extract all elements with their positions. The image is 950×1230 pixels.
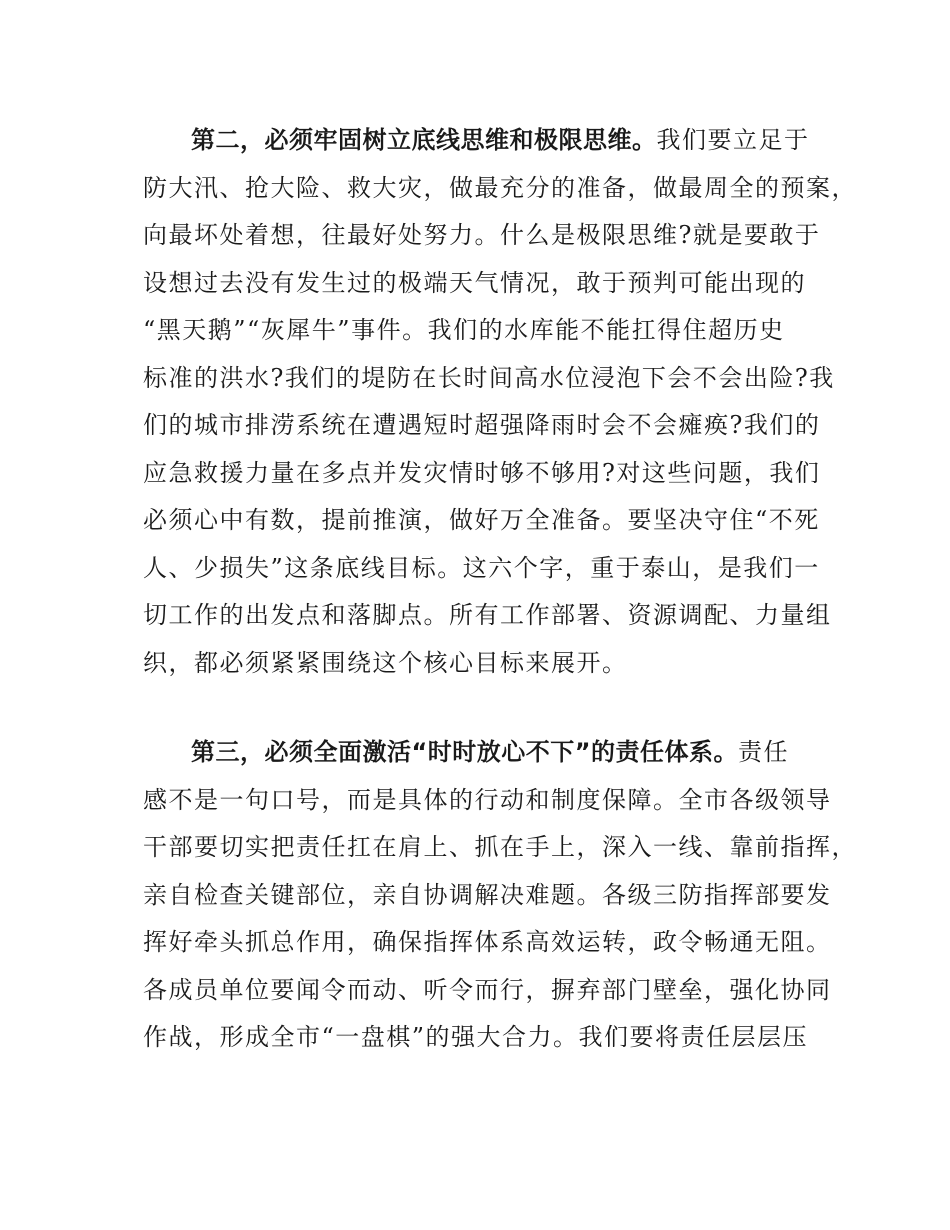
paragraph-line: 亲自检查关键部位，亲自协调解决难题。各级三防指挥部要发 xyxy=(143,880,832,909)
paragraph-line: 们的城市排涝系统在遭遇短时超强降雨时会不会瘫痪?我们的 xyxy=(143,411,821,439)
paragraph-line: 应急救援力量在多点并发灾情时够不够用?对这些问题，我们 xyxy=(143,458,821,487)
paragraph-line: 设想过去没有发生过的极端天气情况，敢于预判可能出现的 xyxy=(143,268,806,297)
paragraph-line: 标准的洪水?我们的堤防在长时间高水位浸泡下会不会出险?我 xyxy=(143,363,835,392)
paragraph-line-text: 我们要立足于 xyxy=(656,126,810,154)
paragraph-line: 防大汛、抢大险、救大灾，做最充分的准备，做最周全的预案， xyxy=(143,173,857,202)
paragraph-lead-heading: 第三，必须全面激活“时时放心不下”的责任体系。 xyxy=(191,738,739,766)
paragraph-responsibility-system xyxy=(143,729,857,1062)
paragraph-first-line xyxy=(143,729,823,777)
paragraph-line-text: 责任 xyxy=(738,738,790,766)
paragraph-bottom-line-thinking xyxy=(143,117,857,687)
paragraph-line: “黑天鹅”“灰犀牛”事件。我们的水库能不能扛得住超历史 xyxy=(143,316,785,344)
paragraph-line: 切工作的出发点和落脚点。所有工作部署、资源调配、力量组 xyxy=(143,601,832,629)
paragraph-line: 作战，形成全市“一盘棋”的强大合力。我们要将责任层层压 xyxy=(143,1023,809,1051)
paragraph-line: 挥好牵头抓总作用，确保指挥体系高效运转，政令畅通无阻。 xyxy=(143,928,832,956)
paragraph-line: 必须心中有数，提前推演，做好万全准备。要坚决守住“不死 xyxy=(143,506,820,534)
paragraph-line: 干部要切实把责任扛在肩上、抓在手上，深入一线、靠前指挥， xyxy=(143,833,857,861)
paragraph-line: 向最坏处着想，往最好处努力。什么是极限思维?就是要敢于 xyxy=(143,221,821,249)
paragraph-line: 感不是一句口号，而是具体的行动和制度保障。全市各级领导 xyxy=(143,785,832,814)
paragraph-line: 人、少损失”这条底线目标。这六个字，重于泰山，是我们一 xyxy=(143,553,820,582)
paragraph-lead-heading: 第二，必须牢固树立底线思维和极限思维。 xyxy=(191,126,657,154)
paragraph-line: 织，都必须紧紧围绕这个核心目标来展开。 xyxy=(143,648,628,677)
paragraph-first-line xyxy=(143,117,823,165)
paragraph-line: 各成员单位要闻令而动、听令而行，摒弃部门壁垒，强化协同 xyxy=(143,975,832,1004)
